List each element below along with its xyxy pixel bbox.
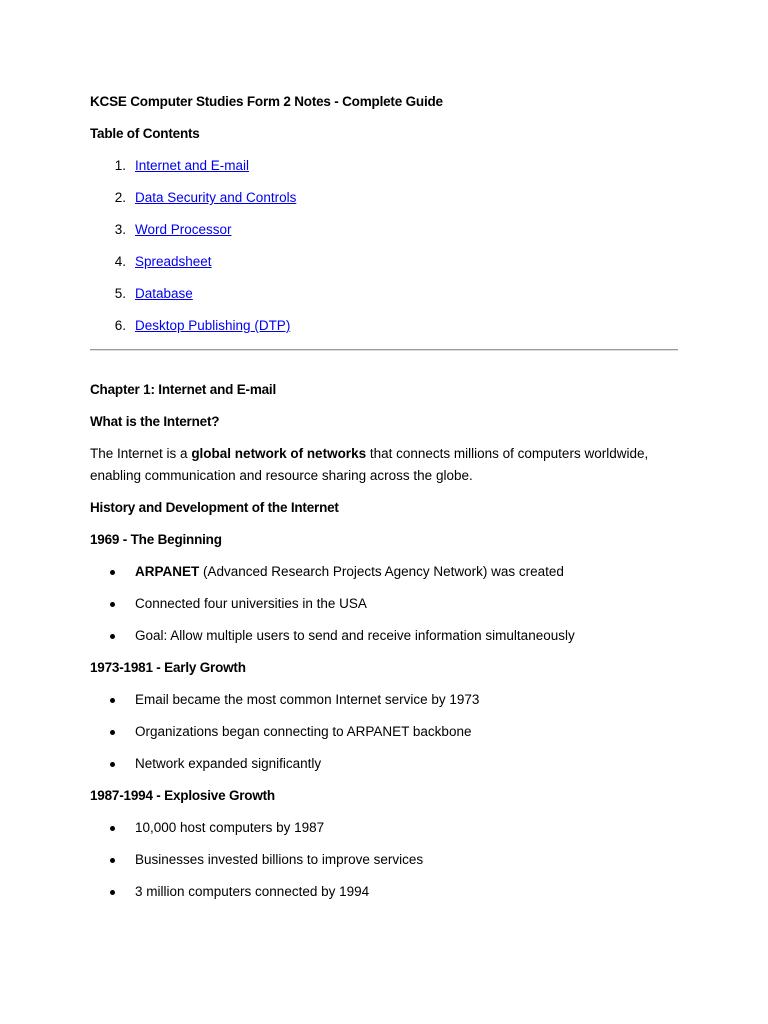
bullet-icon xyxy=(110,762,115,767)
toc-item-number: 3. xyxy=(114,222,126,237)
intro-text-bold: global network of networks xyxy=(191,446,367,461)
section-heading-1987-1994: 1987-1994 - Explosive Growth xyxy=(90,788,275,803)
bullet-icon xyxy=(110,602,115,607)
toc-item-number: 6. xyxy=(114,318,126,333)
bullet-icon xyxy=(110,730,115,735)
list-item-text: 10,000 host computers by 1987 xyxy=(135,820,325,835)
internet-intro-paragraph xyxy=(90,443,678,487)
toc-link-database[interactable]: Database xyxy=(135,286,193,301)
chapter-1-heading: Chapter 1: Internet and E-mail xyxy=(90,382,277,397)
toc-link-dtp[interactable]: Desktop Publishing (DTP) xyxy=(135,318,291,333)
list-item-text: Businesses invested billions to improve services xyxy=(135,852,424,867)
toc-item-number: 4. xyxy=(114,254,126,269)
toc-item-number: 5. xyxy=(114,286,126,301)
toc-link-data-security[interactable]: Data Security and Controls xyxy=(135,190,297,205)
horizontal-divider xyxy=(90,349,678,351)
intro-text-before: The Internet is a xyxy=(90,446,192,461)
bullet-icon xyxy=(110,858,115,863)
list-item-text: 3 million computers connected by 1994 xyxy=(135,884,370,899)
list-item-bold: ARPANET xyxy=(135,564,200,579)
section-heading-1973-1981: 1973-1981 - Early Growth xyxy=(90,660,246,675)
toc-link-internet-email[interactable]: Internet and E-mail xyxy=(135,158,250,173)
list-item-text: Email became the most common Internet service by 1973 xyxy=(135,692,480,707)
bullet-icon xyxy=(110,890,115,895)
toc-item-number: 2. xyxy=(114,190,126,205)
bullet-icon xyxy=(110,570,115,575)
toc-link-word-processor[interactable]: Word Processor xyxy=(135,222,232,237)
bullet-icon xyxy=(110,698,115,703)
section-heading-1969: 1969 - The Beginning xyxy=(90,532,222,547)
document-title: KCSE Computer Studies Form 2 Notes - Complete Guide xyxy=(90,94,443,109)
what-is-internet-heading: What is the Internet? xyxy=(90,414,220,429)
list-item-text: (Advanced Research Projects Agency Network) was created xyxy=(199,564,564,579)
list-item-text: Goal: Allow multiple users to send and receive information simultaneously xyxy=(135,628,575,643)
intro-text-after: that connects millions of computers worldwide, enabling communication and resource sharing across the globe. xyxy=(90,446,649,483)
bullet-icon xyxy=(110,634,115,639)
toc-heading: Table of Contents xyxy=(90,126,200,141)
list-item-text: Network expanded significantly xyxy=(135,756,322,771)
toc-link-spreadsheet[interactable]: Spreadsheet xyxy=(135,254,212,269)
bullet-icon xyxy=(110,826,115,831)
history-heading: History and Development of the Internet xyxy=(90,500,339,515)
toc-item-number: 1. xyxy=(114,158,126,173)
list-item-text: Organizations began connecting to ARPANET backbone xyxy=(135,724,472,739)
list-item-text: Connected four universities in the USA xyxy=(135,596,367,611)
